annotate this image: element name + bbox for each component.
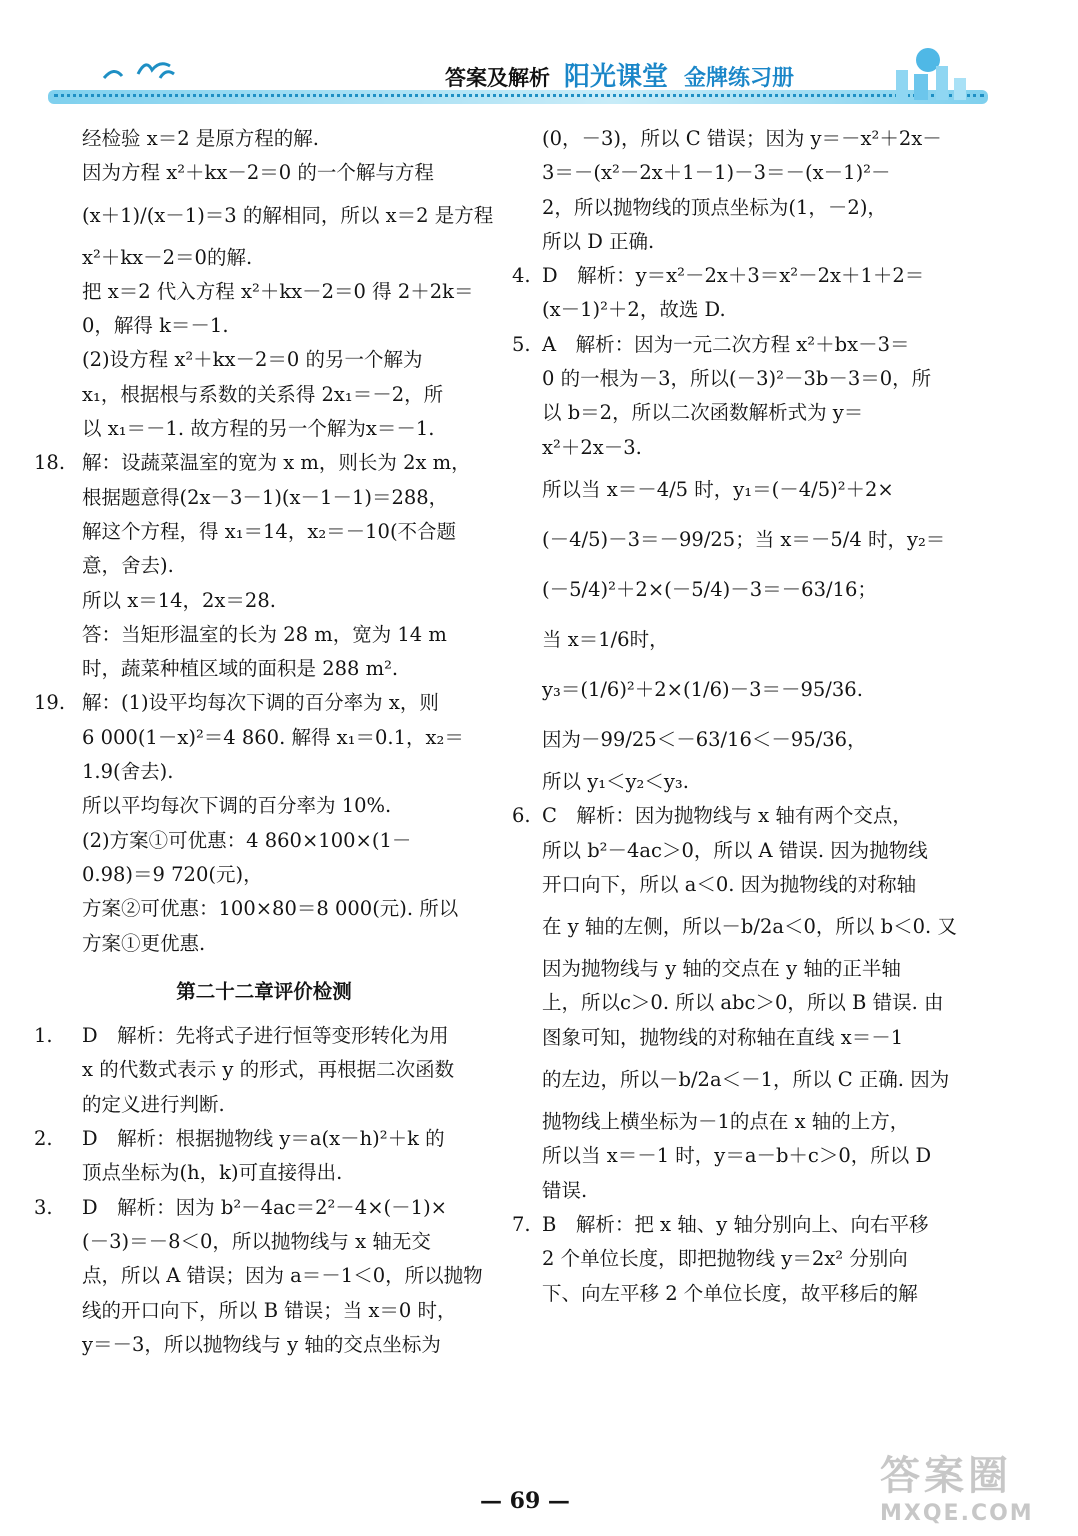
item-number: 5.	[512, 332, 531, 356]
text-line	[34, 122, 494, 156]
line-text: 当 x＝1/6时，	[542, 627, 669, 651]
text-line	[512, 665, 962, 715]
text-line	[512, 1242, 962, 1276]
text-line	[512, 225, 962, 259]
text-line	[512, 293, 962, 327]
line-text: 意，舍去).	[82, 554, 174, 578]
line-text: 解：(1)设平均每次下调的百分率为 x，则	[82, 691, 439, 715]
line-text: 0，解得 k＝－1.	[82, 314, 229, 338]
item-number: 1.	[34, 1024, 53, 1048]
text-line	[34, 721, 494, 755]
text-line	[512, 1055, 962, 1105]
line-text: 0.98)＝9 720(元)，	[82, 862, 263, 886]
header-title	[445, 56, 794, 93]
line-text: 点，所以 A 错误；因为 a＝－1＜0，所以抛物	[82, 1264, 483, 1288]
line-text: 的定义进行判断.	[82, 1092, 225, 1116]
text-line	[512, 122, 962, 156]
item-number: 7.	[512, 1212, 531, 1236]
text-line	[34, 191, 494, 241]
line-text: (x－1)²＋2，故选 D.	[542, 298, 726, 322]
line-text: 把 x＝2 代入方程 x²＋kx－2＝0 得 2＋2k＝	[82, 279, 474, 303]
line-text: 因为方程 x²＋kx－2＝0 的一个解与方程	[82, 161, 434, 185]
line-text: 所以当 x＝－4/5 时，y₁＝(－4/5)²＋2×	[542, 477, 894, 501]
line-text: 的左边，所以－b/2a＜－1，所以 C 正确. 因为	[542, 1068, 950, 1092]
watermark	[880, 1444, 1056, 1530]
text-line	[34, 412, 494, 446]
text-line	[34, 1328, 494, 1362]
line-text: D 解析：根据抛物线 y＝a(x－h)²＋k 的	[82, 1127, 445, 1151]
text-line	[34, 652, 494, 686]
item-number: 6.	[512, 804, 531, 828]
page-header	[40, 44, 970, 122]
line-text: 所以 b²－4ac＞0，所以 A 错误. 因为抛物线	[542, 838, 928, 862]
text-line	[34, 275, 494, 309]
text-line	[512, 362, 962, 396]
line-text: 2 个单位长度，即把抛物线 y＝2x² 分别向	[542, 1247, 908, 1271]
text-line	[512, 986, 962, 1020]
line-text: 以 x₁＝－1. 故方程的另一个解为x＝－1.	[82, 417, 435, 441]
text-line	[34, 1019, 494, 1053]
line-text: 错误.	[542, 1178, 588, 1202]
item-number: 3.	[34, 1195, 53, 1219]
line-text: B 解析：把 x 轴、y 轴分别向上、向右平移	[542, 1212, 929, 1236]
left-column	[34, 122, 494, 1362]
line-text: 根据题意得(2x－3－1)(x－1－1)＝288，	[82, 485, 449, 509]
line-text: D 解析：先将式子进行恒等变形转化为用	[82, 1024, 449, 1048]
line-text: 时，蔬菜种植区域的面积是 288 m².	[82, 657, 399, 681]
right-column	[512, 122, 962, 1311]
text-line	[512, 565, 962, 615]
text-line	[34, 892, 494, 926]
line-text: 答：当矩形温室的长为 28 m，宽为 14 m	[82, 622, 447, 646]
line-text: 顶点坐标为(h，k)可直接得出.	[82, 1161, 343, 1185]
text-line	[512, 156, 962, 190]
item-number: 2.	[34, 1127, 53, 1151]
text-line	[34, 156, 494, 190]
text-line	[512, 1139, 962, 1173]
text-line	[512, 1021, 962, 1055]
line-text: 图象可知，抛物线的对称轴在直线 x＝－1	[542, 1025, 904, 1049]
line-text: (2)设方程 x²＋kx－2＝0 的另一个解为	[82, 348, 423, 372]
text-line	[34, 481, 494, 515]
text-line	[512, 191, 962, 225]
line-text: 6 000(1－x)²＝4 860. 解得 x₁＝0.1，x₂＝	[82, 725, 464, 749]
text-line	[34, 927, 494, 961]
text-line	[34, 241, 494, 275]
text-line	[34, 515, 494, 549]
text-line	[512, 868, 962, 902]
text-line	[34, 618, 494, 652]
text-line	[512, 431, 962, 465]
text-line	[34, 584, 494, 618]
watermark-logo-text: 答案圈	[880, 1453, 1012, 1499]
text-line	[512, 715, 962, 765]
line-text: (－4/5)－3＝－99/25；当 x＝－5/4 时，y₂＝	[542, 527, 946, 551]
text-line	[34, 309, 494, 343]
birds-icon	[100, 52, 190, 88]
text-line	[34, 1053, 494, 1087]
line-text: 经检验 x＝2 是原方程的解.	[82, 127, 319, 150]
text-line	[34, 1259, 494, 1293]
line-text: x²＋2x－3.	[542, 435, 642, 459]
line-text: 所以 D 正确.	[542, 229, 655, 253]
item-number: 18.	[34, 451, 66, 475]
line-text: 2，所以抛物线的顶点坐标为(1，－2)，	[542, 195, 887, 219]
line-text: 0 的一根为－3，所以(－3)²－3b－3＝0，所	[542, 367, 932, 391]
text-line	[512, 765, 962, 799]
text-line	[34, 1122, 494, 1156]
line-text: 上，所以c＞0. 所以 abc＞0，所以 B 错误. 由	[542, 991, 944, 1015]
text-line	[34, 686, 494, 720]
text-line	[512, 1208, 962, 1242]
text-line	[34, 858, 494, 892]
header-label-answers: 答案及解析	[445, 66, 550, 90]
header-decoration-icon	[866, 44, 976, 102]
line-text: (0，－3)，所以 C 错误；因为 y＝－x²＋2x－	[542, 127, 942, 150]
line-text: (2)方案①可优惠：4 860×100×(1－	[82, 828, 412, 852]
text-line	[34, 755, 494, 789]
text-line	[34, 1225, 494, 1259]
header-label-series: 阳光课堂	[564, 62, 669, 92]
text-line	[512, 328, 962, 362]
text-line	[512, 799, 962, 833]
line-text: 在 y 轴的左侧，所以－b/2a＜0，所以 b＜0. 又	[542, 915, 957, 939]
line-text: 所以 y₁＜y₂＜y₃.	[542, 769, 689, 793]
line-text: x 的代数式表示 y 的形式，再根据二次函数	[82, 1058, 455, 1082]
line-text: 线的开口向下，所以 B 错误；当 x＝0 时，	[82, 1298, 457, 1322]
item-number: 4.	[512, 264, 531, 288]
page-number: — 69 —	[480, 1488, 570, 1514]
text-line	[512, 515, 962, 565]
line-text: 所以当 x＝－1 时，y＝a－b＋c＞0，所以 D	[542, 1144, 932, 1168]
line-text: A 解析：因为一元二次方程 x²＋bx－3＝	[542, 332, 910, 356]
line-text: 下、向左平移 2 个单位长度，故平移后的解	[542, 1281, 918, 1305]
line-text: C 解析：因为抛物线与 x 轴有两个交点，	[542, 804, 912, 828]
header-dotted-line	[54, 94, 984, 97]
line-text: D 解析：因为 b²－4ac＝2²－4×(－1)×	[82, 1195, 448, 1219]
watermark-url: MXQE.COM	[880, 1501, 1034, 1526]
line-text: 解这个方程，得 x₁＝14，x₂＝－10(不合题	[82, 519, 457, 543]
text-line	[512, 952, 962, 986]
text-line	[34, 549, 494, 583]
text-line	[34, 1156, 494, 1190]
line-text: y＝－3，所以抛物线与 y 轴的交点坐标为	[82, 1332, 441, 1356]
text-line	[34, 1191, 494, 1225]
text-line	[512, 1277, 962, 1311]
line-text: (－5/4)²＋2×(－5/4)－3＝－63/16；	[542, 577, 877, 601]
line-text: 方案①更优惠.	[82, 931, 206, 955]
line-text: (x＋1)/(x－1)＝3 的解相同，所以 x＝2 是方程	[82, 203, 494, 227]
line-text: 1.9(舍去).	[82, 760, 174, 784]
item-number: 19.	[34, 691, 66, 715]
text-line	[34, 343, 494, 377]
text-line	[512, 1174, 962, 1208]
text-line	[512, 615, 962, 665]
line-text: 开口向下，所以 a＜0. 因为抛物线的对称轴	[542, 872, 917, 896]
text-line	[34, 789, 494, 823]
line-text: 解：设蔬菜温室的宽为 x m，则长为 2x m，	[82, 451, 471, 475]
text-line	[512, 1105, 962, 1139]
header-label-book: 金牌练习册	[684, 66, 795, 91]
text-line	[512, 259, 962, 293]
line-text: 3＝－(x²－2x＋1－1)－3＝－(x－1)²－	[542, 161, 891, 185]
line-text: 所以平均每次下调的百分率为 10%.	[82, 794, 392, 818]
text-line	[512, 902, 962, 952]
line-text: 抛物线上横坐标为－1的点在 x 轴的上方，	[542, 1110, 910, 1134]
line-text: x₁，根据根与系数的关系得 2x₁＝－2，所	[82, 382, 444, 406]
line-text: 以 b＝2，所以二次函数解析式为 y＝	[542, 401, 864, 425]
text-line	[34, 1294, 494, 1328]
line-text: (－3)＝－8＜0，所以抛物线与 x 轴无交	[82, 1229, 431, 1253]
text-line	[34, 1088, 494, 1122]
line-text: 因为抛物线与 y 轴的交点在 y 轴的正半轴	[542, 957, 901, 981]
text-line	[34, 446, 494, 480]
text-line	[512, 834, 962, 868]
text-line	[512, 396, 962, 430]
text-line	[34, 824, 494, 858]
line-text: 因为－99/25＜－63/16＜－95/36，	[542, 727, 867, 751]
section-title: 第二十二章评价检测	[176, 979, 352, 1003]
line-text: 所以 x＝14，2x＝28.	[82, 588, 276, 612]
line-text: x²＋kx－2＝0的解.	[82, 245, 253, 269]
line-text: 方案②可优惠：100×80＝8 000(元). 所以	[82, 897, 459, 921]
text-line	[512, 465, 962, 515]
line-text: y₃＝(1/6)²＋2×(1/6)－3＝－95/36.	[542, 677, 863, 701]
line-text: D 解析：y＝x²－2x＋3＝x²－2x＋1＋2＝	[542, 264, 925, 288]
text-line	[34, 378, 494, 412]
